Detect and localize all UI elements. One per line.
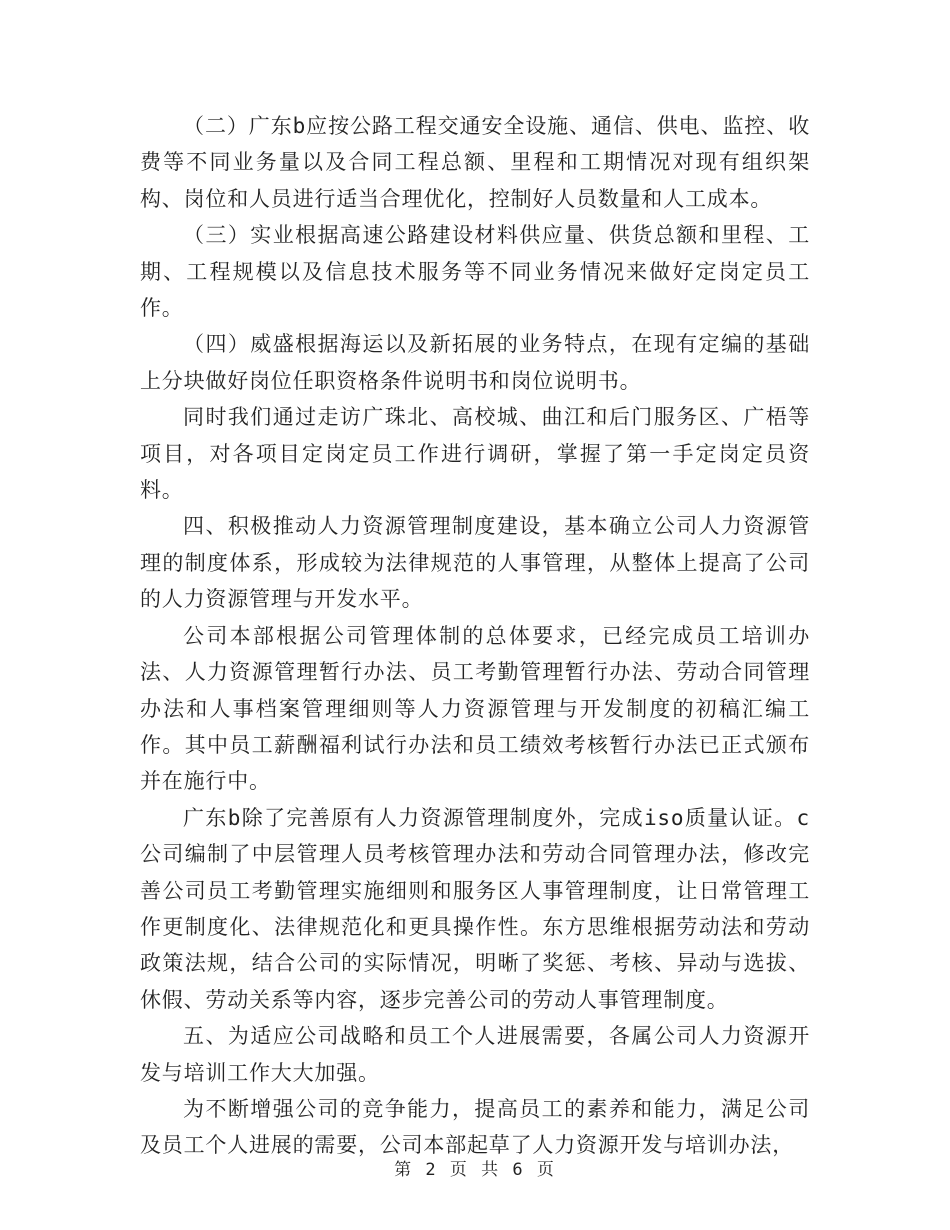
paragraph-item-4: （四）威盛根据海运以及新拓展的业务特点，在现有定编的基础上分块做好岗位任职资格条件说明书和岗位说明书。: [140, 332, 810, 393]
paragraph-headquarters: 公司本部根据公司管理体制的总体要求，已经完成员工培训办法、人力资源管理暂行办法、员工考勤管理暂行办法、劳动合同管理办法和人事档案管理细则等人力资源管理与开发制度的初稿汇编工作。其中员工薪酬福利试行办法和员工绩效考核暂行办法已正式颁布并在施行中。: [140, 623, 810, 794]
section-heading-four: 四、积极推动人力资源管理制度建设，基本确立公司人力资源管理的制度体系，形成较为法律规范的人事管理，从整体上提高了公司的人力资源管理与开发水平。: [140, 514, 810, 612]
paragraph-guangdong-b: 广东b除了完善原有人力资源管理制度外，完成iso质量认证。c公司编制了中层管理人员考核管理办法和劳动合同管理办法，修改完善公司员工考勤管理实施细则和服务区人事管理制度，让日常管理工作更制度化、法律规范化和更具操作性。东方思维根据劳动法和劳动政策法规，结合公司的实际情况，明晰了奖惩、考核、异动与选拔、休假、劳动关系等内容，逐步完善公司的劳动人事管理制度。: [140, 805, 810, 1012]
document-body: [140, 108, 810, 1164]
section-heading-five: 五、为适应公司战略和员工个人进展需要，各属公司人力资源开发与培训工作大大加强。: [140, 1024, 810, 1085]
paragraph-item-3: （三）实业根据高速公路建设材料供应量、供货总额和里程、工期、工程规模以及信息技术服务等不同业务情况来做好定岗定员工作。: [140, 223, 810, 321]
page-footer: 第 2 页 共 6 页: [394, 1160, 556, 1180]
paragraph-item-2: （二）广东b应按公路工程交通安全设施、通信、供电、监控、收费等不同业务量以及合同工程总额、里程和工期情况对现有组织架构、岗位和人员进行适当合理优化，控制好人员数量和人工成本。: [140, 114, 810, 211]
paragraph-training: 为不断增强公司的竞争能力，提高员工的素养和能力，满足公司及员工个人进展的需要，公司本部起草了人力资源开发与培训办法，: [140, 1096, 810, 1158]
paragraph-research: 同时我们通过走访广珠北、高校城、曲江和后门服务区、广梧等项目，对各项目定岗定员工作进行调研，掌握了第一手定岗定员资料。: [140, 405, 810, 503]
